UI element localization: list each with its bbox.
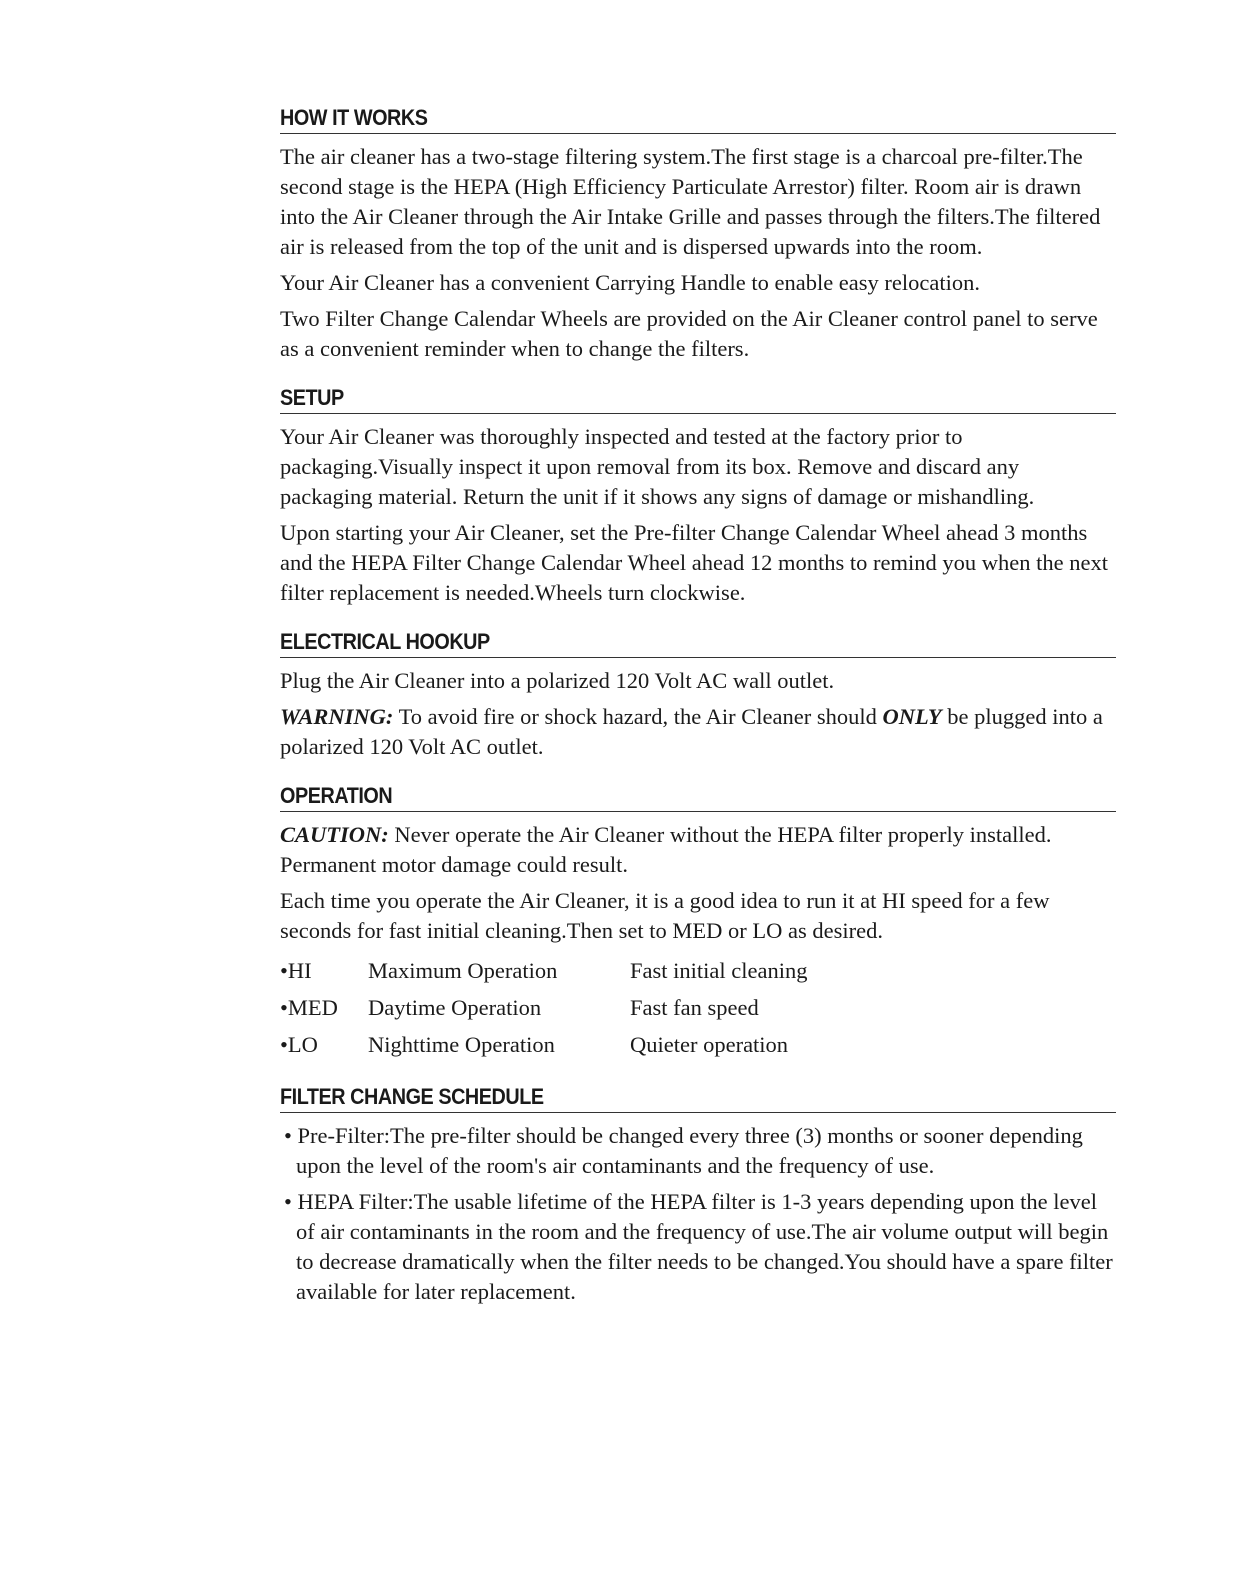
table-row [280, 952, 807, 989]
section-heading: OPERATION [280, 783, 393, 808]
caution-label: CAUTION: [280, 822, 389, 847]
section-heading: SETUP [280, 385, 344, 410]
heading-rule [280, 782, 1116, 812]
mode-cell: Nighttime Operation [368, 1031, 555, 1057]
mode-cell: Daytime Operation [368, 994, 542, 1020]
paragraph: Your Air Cleaner was thoroughly inspected and tested at the factory prior to packaging.Visually inspect it upon removal from its box. Remove and discard any packaging material. Return the unit if it shows any signs of damage or mishandling. [280, 424, 1035, 509]
section-heading: FILTER CHANGE SCHEDULE [280, 1084, 544, 1109]
section-heading: HOW IT WORKS [280, 105, 428, 130]
paragraph: Upon starting your Air Cleaner, set the Pre-filter Change Calendar Wheel ahead 3 months and the HEPA Filter Change Calendar Wheel ahead 12 months to remind you when the next filter replacement is needed.Wheels turn clockwise. [280, 520, 1108, 605]
section-setup [280, 384, 1116, 608]
warning-text: To avoid fire or shock hazard, the Air Cleaner should [393, 704, 883, 729]
section-how-it-works [280, 104, 1116, 364]
table-row [280, 1026, 807, 1063]
only-emphasis: ONLY [882, 704, 942, 729]
speed-modes-table [280, 952, 807, 1063]
note-cell: Fast fan speed [630, 994, 759, 1020]
note-cell: Quieter operation [630, 1031, 789, 1057]
heading-rule [280, 1083, 1116, 1113]
warning-text: be plugged into a polarized 120 Volt AC outlet. [280, 704, 1103, 759]
heading-rule [280, 384, 1116, 414]
section-heading: ELECTRICAL HOOKUP [280, 629, 490, 654]
table-row [280, 989, 807, 1026]
section-operation [280, 782, 1116, 1063]
paragraph: Each time you operate the Air Cleaner, it is a good idea to run it at HI speed for a few seconds for fast initial cleaning.Then set to MED or LO as desired. [280, 888, 1050, 943]
caution-paragraph [280, 820, 1116, 880]
warning-paragraph [280, 702, 1116, 762]
paragraph: Plug the Air Cleaner into a polarized 120 Volt AC wall outlet. [280, 668, 835, 693]
paragraph: The air cleaner has a two-stage filtering system.The first stage is a charcoal pre-filter.The second stage is the HEPA (High Efficiency Particulate Arrestor) filter. Room air is drawn into the Air Cleaner through the Air Intake Grille and passes through the filters.The filtered air is released from the top of the unit and is dispersed upwards into the room. [280, 144, 1101, 259]
list-item: • Pre-Filter:The pre-filter should be changed every three (3) months or sooner depending upon the level of the room's air contaminants and the frequency of use. [284, 1123, 1083, 1178]
speed-cell: •MED [280, 994, 338, 1020]
document-page [280, 104, 1116, 1327]
section-filter-change-schedule [280, 1083, 1116, 1307]
paragraph: Two Filter Change Calendar Wheels are provided on the Air Cleaner control panel to serve as a convenient reminder when to change the filters. [280, 306, 1098, 361]
paragraph: Your Air Cleaner has a convenient Carrying Handle to enable easy relocation. [280, 270, 980, 295]
heading-rule [280, 628, 1116, 658]
speed-cell: •HI [280, 957, 312, 983]
caution-text: Never operate the Air Cleaner without the HEPA filter properly installed. Permanent motor damage could result. [280, 822, 1052, 877]
warning-label: WARNING: [280, 704, 394, 729]
filter-list [280, 1121, 1116, 1307]
mode-cell: Maximum Operation [368, 957, 558, 983]
heading-rule [280, 104, 1116, 134]
list-item: • HEPA Filter:The usable lifetime of the HEPA filter is 1-3 years depending upon the level of air contaminants in the room and the frequency of use.The air volume output will begin to decrease dramatically when the filter needs to be changed.You should have a spare filter available for later replacement. [284, 1189, 1113, 1304]
speed-cell: •LO [280, 1031, 318, 1057]
note-cell: Fast initial cleaning [630, 957, 808, 983]
section-electrical-hookup [280, 628, 1116, 762]
